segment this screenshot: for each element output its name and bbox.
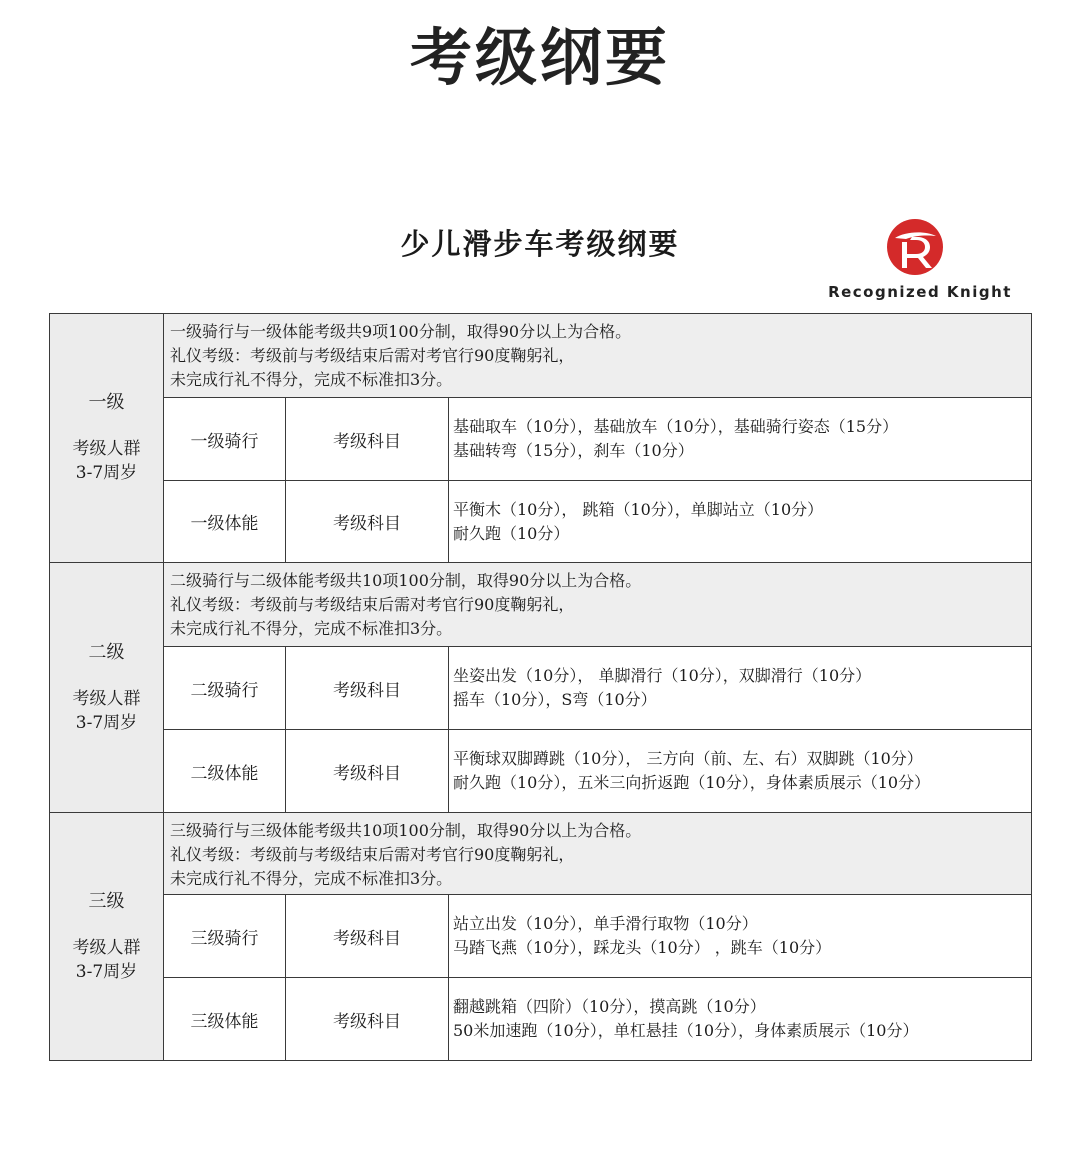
level-3-name: 三级 — [88, 890, 125, 912]
category-cell: 三级体能 — [164, 978, 286, 1061]
table-row — [50, 398, 1032, 481]
page-title: 考级纲要 — [409, 21, 670, 94]
level-1-intro-row — [50, 314, 1032, 398]
brand-name: Recognized Knight — [828, 283, 1012, 301]
table-row — [50, 481, 1032, 563]
level-2-name: 二级 — [88, 641, 125, 663]
category-cell: 二级骑行 — [164, 647, 286, 730]
items-cell — [449, 978, 1032, 1061]
level-3-intro — [164, 813, 1032, 895]
item-line: 摇车（10分），S弯（10分） — [453, 690, 657, 709]
item-line: 基础转弯（15分），刹车（10分） — [453, 441, 694, 460]
item-line: 平衡木（10分）， 跳箱（10分），单脚站立（10分） — [453, 499, 824, 519]
intro-line: 未完成行礼不得分，完成不标准扣3分。 — [170, 619, 453, 638]
level-1-cell — [50, 314, 164, 563]
subject-cell: 考级科目 — [286, 895, 449, 978]
document-title: 少儿滑步车考级纲要 — [400, 227, 680, 261]
level-2-cell — [50, 563, 164, 813]
category-cell: 三级骑行 — [164, 895, 286, 978]
table-row — [50, 730, 1032, 813]
subject-cell: 考级科目 — [286, 398, 449, 481]
item-line: 基础取车（10分），基础放车（10分），基础骑行姿态（15分） — [453, 417, 899, 436]
intro-line: 礼仪考级：考级前与考级结束后需对考官行90度鞠躬礼， — [170, 595, 575, 614]
category-cell: 一级骑行 — [164, 398, 286, 481]
item-line: 耐久跑（10分） — [453, 523, 570, 543]
item-line: 坐姿出发（10分）， 单脚滑行（10分），双脚滑行（10分） — [453, 666, 872, 685]
subject-cell: 考级科目 — [286, 647, 449, 730]
level-3-age-label: 考级人群 — [72, 937, 141, 958]
level-3-intro-row — [50, 813, 1032, 895]
item-line: 翻越跳箱（四阶）（10分），摸高跳（10分） — [453, 997, 766, 1016]
table-row — [50, 895, 1032, 978]
brand-logo-icon — [886, 218, 944, 276]
level-1-name: 一级 — [88, 392, 125, 413]
item-line: 50米加速跑（10分），单杠悬挂（10分），身体素质展示（10分） — [453, 1021, 919, 1040]
items-cell — [449, 730, 1032, 813]
item-line: 耐久跑（10分），五米三向折返跑（10分），身体素质展示（10分） — [453, 773, 931, 792]
items-cell — [449, 481, 1032, 563]
subject-cell: 考级科目 — [286, 978, 449, 1061]
exam-outline-table — [49, 313, 1032, 1061]
category-cell: 二级体能 — [164, 730, 286, 813]
level-2-intro — [164, 563, 1032, 647]
item-line: 马踏飞燕（10分），踩龙头（10分） ，跳车（10分） — [453, 938, 832, 957]
level-1-age-range: 3-7周岁 — [75, 463, 138, 483]
subject-cell: 考级科目 — [286, 481, 449, 563]
item-line: 平衡球双脚蹲跳（10分）， 三方向（前、左、右）双脚跳（10分） — [453, 749, 923, 768]
intro-line: 三级骑行与三级体能考级共10项100分制，取得90分以上为合格。 — [170, 821, 642, 840]
item-line: 站立出发（10分），单手滑行取物（10分） — [453, 914, 758, 933]
table-row — [50, 978, 1032, 1061]
level-2-intro-row — [50, 563, 1032, 647]
items-cell — [449, 895, 1032, 978]
level-3-cell — [50, 813, 164, 1061]
level-1-age-label: 考级人群 — [72, 439, 141, 459]
items-cell — [449, 647, 1032, 730]
subject-cell: 考级科目 — [286, 730, 449, 813]
intro-line: 未完成行礼不得分，完成不标准扣3分。 — [170, 370, 453, 389]
level-2-age-range: 3-7周岁 — [75, 712, 138, 733]
table-row — [50, 647, 1032, 730]
level-1-intro — [164, 314, 1032, 398]
category-cell: 一级体能 — [164, 481, 286, 563]
level-3-age-range: 3-7周岁 — [75, 961, 138, 982]
intro-line: 一级骑行与一级体能考级共9项100分制，取得90分以上为合格。 — [170, 322, 632, 341]
intro-line: 未完成行礼不得分，完成不标准扣3分。 — [170, 869, 453, 888]
items-cell — [449, 398, 1032, 481]
intro-line: 二级骑行与二级体能考级共10项100分制，取得90分以上为合格。 — [170, 571, 642, 590]
intro-line: 礼仪考级：考级前与考级结束后需对考官行90度鞠躬礼， — [170, 346, 575, 365]
level-2-age-label: 考级人群 — [72, 688, 141, 709]
intro-line: 礼仪考级：考级前与考级结束后需对考官行90度鞠躬礼， — [170, 845, 575, 864]
